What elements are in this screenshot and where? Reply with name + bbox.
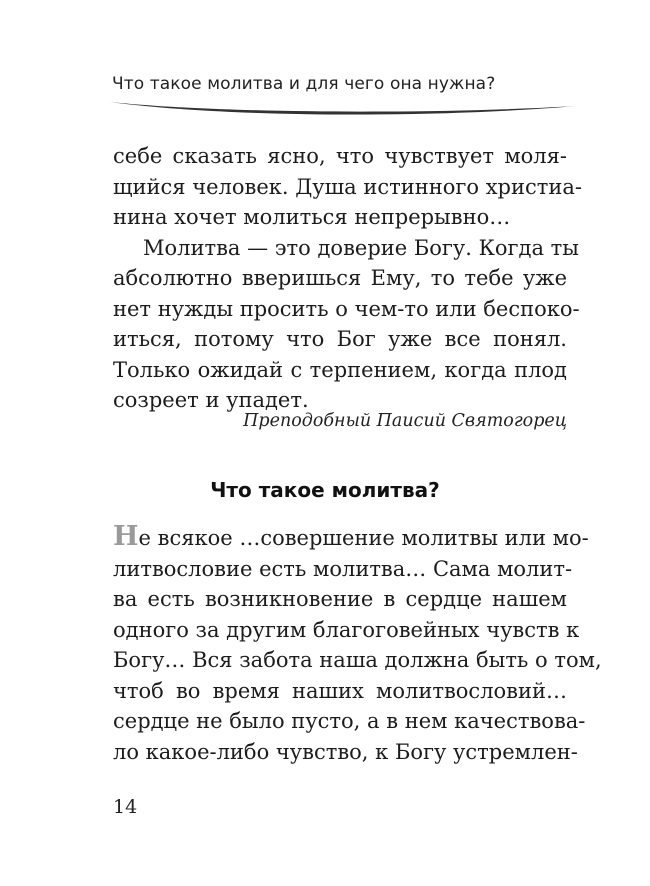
text-line-first [113,521,589,554]
section-title: Что такое молитва? [210,478,440,502]
text-line: Только ожидай с терпением, когда плод [113,357,567,382]
text-line: Богу… Вся забота наша должна быть о том, [113,648,602,672]
text-line: созреет и упадет. [113,388,309,412]
text-line: нет нужды просить о чем-то или беспоко- [113,296,580,321]
text-line: иться, потому что Бог уже все понял. [113,327,567,351]
text-line: щийся человек. Душа истинного христиа- [113,174,582,199]
text-line: ло какое-либо чувство, к Богу устремлен- [113,739,578,764]
text-line: одного за другим благоговейных чувств к [113,617,580,642]
text-line: литвословие есть молитва… Сама молит- [113,556,573,581]
header-swash-rule [108,100,578,120]
text-line: нина хочет молиться непрерывно… [113,205,511,229]
quote-attribution: Преподобный Паисий Святогорец [243,411,567,431]
text-line: ва есть возникновение в сердце нашем [113,587,567,611]
running-head: Что такое молитва и для чего она нужна? [112,74,496,94]
quote-paragraphs [113,141,582,416]
first-line-text: е всякое …совершение молитвы или мо- [138,526,589,550]
text-line: Молитва — это доверие Богу. Когда ты [143,235,579,260]
text-line: чтоб во время наших молитвословий… [113,678,567,703]
text-line: абсолютно вверишься Ему, то тебе уже [113,266,567,290]
text-line: сердце не было пусто, а в нем качествова- [113,709,586,733]
text-line: себе сказать ясно, что чувствует моля- [113,144,567,168]
section-body [113,521,602,767]
drop-cap: Н [113,521,139,552]
page-number: 14 [113,796,138,818]
